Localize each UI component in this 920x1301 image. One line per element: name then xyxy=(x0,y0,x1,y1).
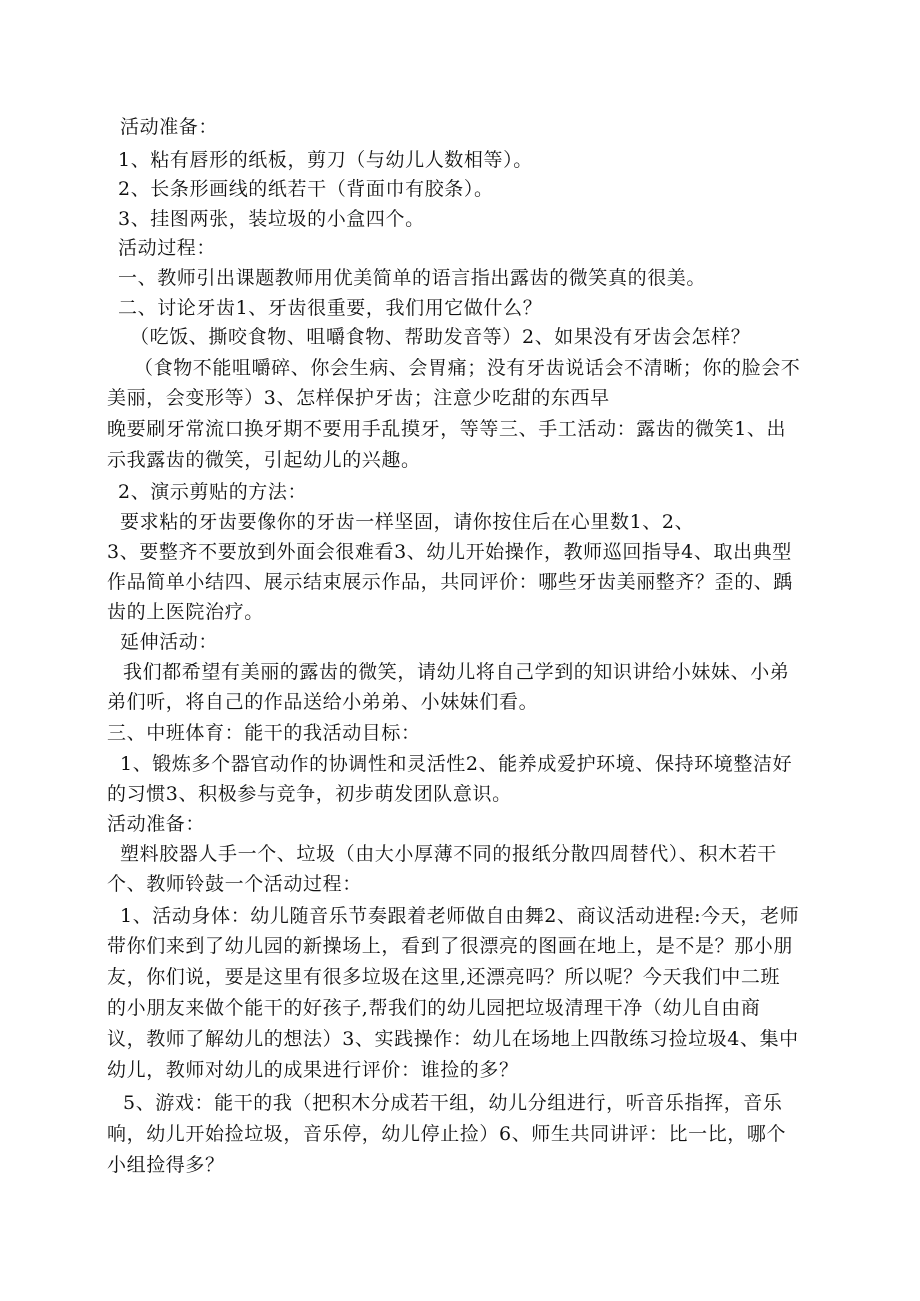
text-line: 美丽，会变形等）3、怎样保护牙齿；注意少吃甜的东西早 xyxy=(107,387,610,409)
text-line: 我们都希望有美丽的露齿的微笑，请幼儿将自己学到的知识讲给小妹妹、小弟 xyxy=(123,661,790,683)
text-line: 二、讨论牙齿1、牙齿很重要，我们用它做什么？ xyxy=(118,297,543,319)
text-line: 活动过程： xyxy=(118,237,217,259)
text-line: 5、游戏：能干的我（把积木分成若干组，幼儿分组进行，听音乐指挥，音乐 xyxy=(123,1092,783,1114)
text-line: 1、粘有唇形的纸板，剪刀（与幼儿人数相等）。 xyxy=(118,149,533,171)
text-line: 3、挂图两张，装垃圾的小盒四个。 xyxy=(118,208,425,230)
text-line: 活动准备： xyxy=(107,813,206,835)
text-line: 2、长条形画线的纸若干（背面巾有胶条）。 xyxy=(118,178,494,200)
text-line: 示我露齿的微笑，引起幼儿的兴趣。 xyxy=(107,449,421,471)
text-line: 活动准备： xyxy=(120,116,219,138)
text-line: 友，你们说，要是这里有很多垃圾在这里,还漂亮吗？所以呢？今天我们中二班 xyxy=(107,966,781,988)
text-line: 要求粘的牙齿要像你的牙齿一样坚固，请你按住后在心里数1、2、 xyxy=(120,511,695,533)
text-line: 1、锻炼多个器官动作的协调性和灵活性2、能养成爱护环境、保持环境整洁好 xyxy=(120,753,793,775)
text-line: 2、演示剪贴的方法： xyxy=(118,481,308,503)
text-line: 的小朋友来做个能干的好孩子,帮我们的幼儿园把垃圾清理干净（幼儿自由商 xyxy=(107,997,761,1019)
text-line: 一、教师引出课题教师用优美简单的语言指出露齿的微笑真的很美。 xyxy=(118,267,707,289)
text-line: 幼儿，教师对幼儿的成果进行评价：谁捡的多？ xyxy=(107,1059,519,1081)
text-line: 作品简单小结四、展示结束展示作品，共同评价：哪些牙齿美丽整齐？歪的、踽 xyxy=(107,571,794,593)
text-line: 响，幼儿开始捡垃圾，音乐停，幼儿停止捡）6、师生共同讲评：比一比，哪个 xyxy=(107,1123,787,1145)
text-line: 弟们听，将自己的作品送给小弟弟、小妹妹们看。 xyxy=(107,691,539,713)
text-line: （食物不能咀嚼碎、你会生病、会胃痛；没有牙齿说话会不清晰；你的脸会不 xyxy=(134,357,801,379)
text-line: 个、教师铃鼓一个活动过程： xyxy=(107,873,362,895)
text-line: 议，教师了解幼儿的想法）3、实践操作：幼儿在场地上四散练习捡垃圾4、集中 xyxy=(107,1028,799,1050)
text-line: 三、中班体育：能干的我活动目标： xyxy=(107,722,421,744)
text-line: （吃饭、撕咬食物、咀嚼食物、帮助发音等）2、如果没有牙齿会怎样？ xyxy=(130,326,751,348)
text-line: 3、要整齐不要放到外面会很难看3、幼儿开始操作，教师巡回指导4、取出典型 xyxy=(107,541,792,563)
text-line: 小组捡得多？ xyxy=(107,1154,225,1176)
text-line: 1、活动身体：幼儿随音乐节奏跟着老师做自由舞2、商议活动进程:今天，老师 xyxy=(120,905,800,927)
text-line: 齿的上医院治疗。 xyxy=(107,601,264,623)
text-line: 延伸活动： xyxy=(120,631,219,653)
text-line: 带你们来到了幼儿园的新操场上，看到了很漂亮的图画在地上，是不是？那小朋 xyxy=(107,935,794,957)
text-line: 晚要刷牙常流口换牙期不要用手乱摸牙，等等三、手工活动：露齿的微笑1、出 xyxy=(107,418,787,440)
text-line: 塑料胶器人手一个、垃圾（由大小厚薄不同的报纸分散四周替代）、积木若干 xyxy=(120,843,777,865)
text-line: 的习惯3、积极参与竞争，初步萌发团队意识。 xyxy=(107,783,512,805)
